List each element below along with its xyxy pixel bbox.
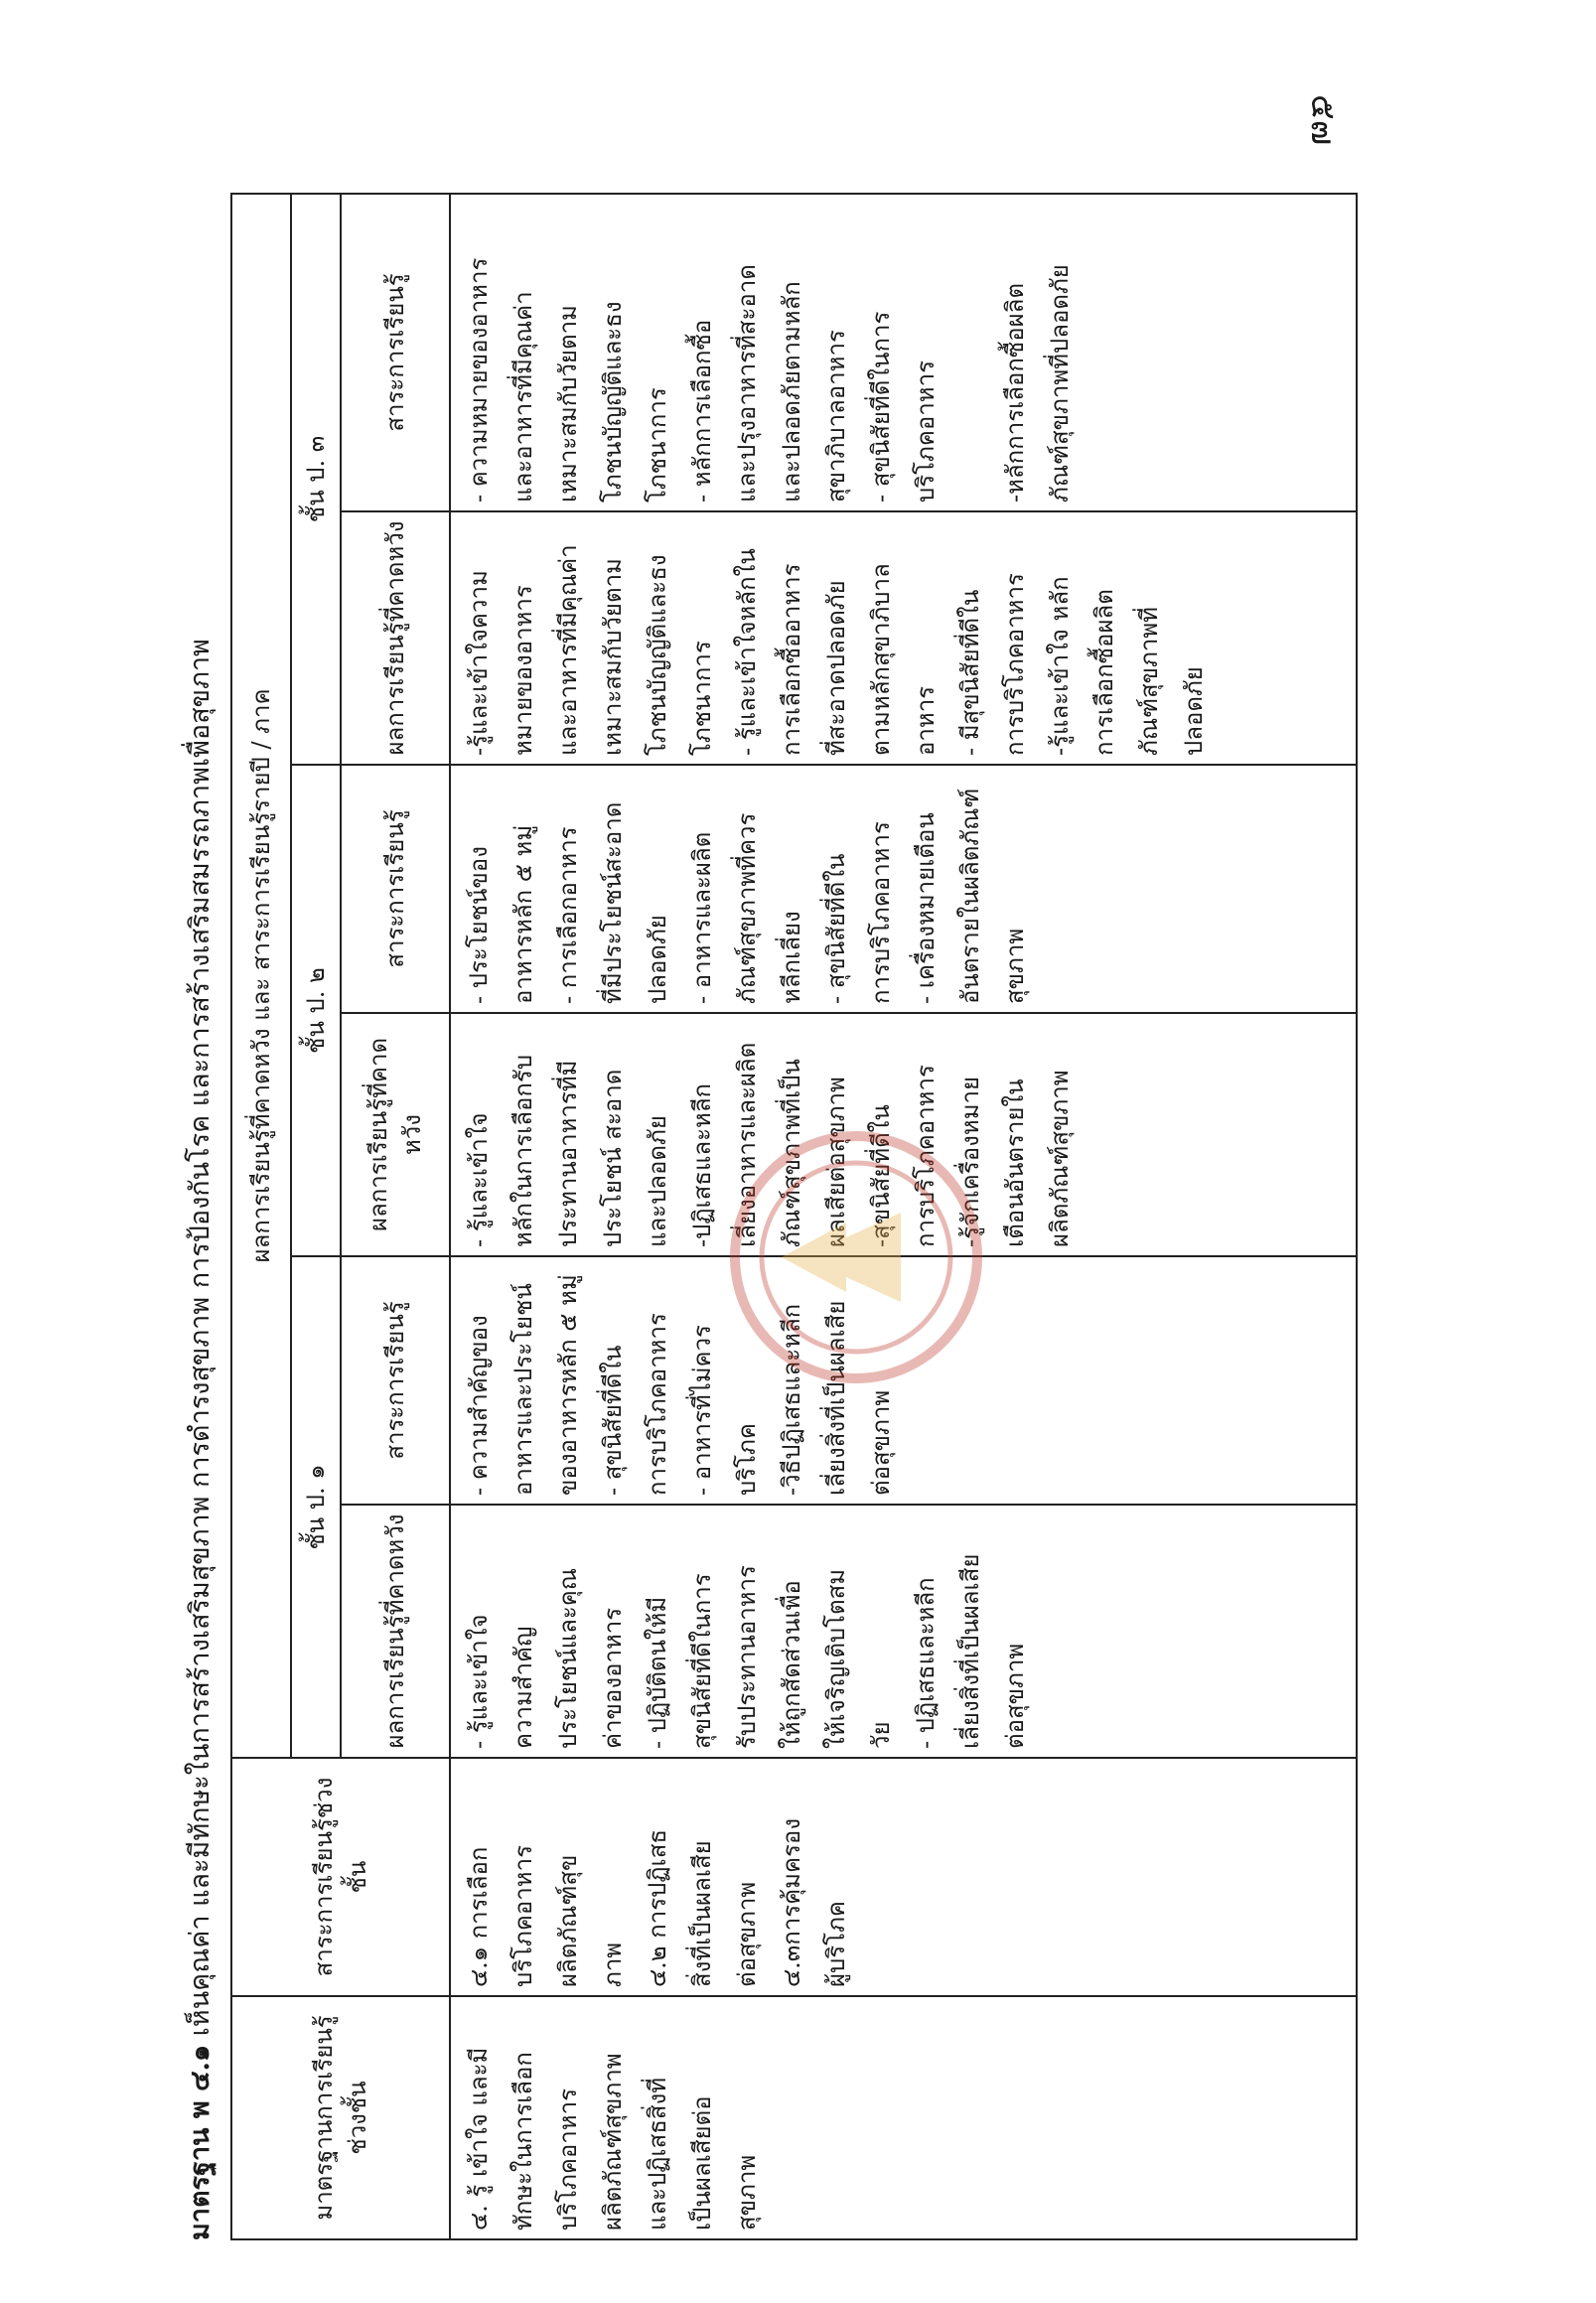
cell-line: ประโยชน์และคุณ (554, 1567, 582, 1749)
cell-line: สุขนิสัยที่ดีในการ (688, 1573, 716, 1749)
cell-line: - ปฏิเสธและหลีก (912, 1577, 940, 1749)
cell-line: - ความสำคัญของ (465, 1315, 493, 1496)
cell-line: บริโภคอาหาร (509, 1845, 537, 1987)
cell-line: -ปฏิเสธและหลีก (688, 1082, 716, 1247)
cell-line: - อาหารและผลิต (688, 831, 716, 1004)
cell-line: -หลักการเลือกซื้อผลิต (1001, 283, 1029, 503)
standard-description: เห็นคุณค่า และมีทักษะในการสร้างเสริมสุขภาพ การดำรงสุขภาพ การป้องกันโรค และการสร้างเสริมสมรรถภาพเพื่อสุขภาพ (185, 639, 216, 2037)
cell-line: โภชนบัญญัติและธง (599, 301, 627, 503)
cell-line: ภัณฑ์สุขภาพที่ควร (733, 812, 761, 1004)
header-g2-expected: ผลการเรียนรู้ที่คาดหวัง (341, 1013, 450, 1256)
cell-line: บริโภค (733, 1423, 761, 1496)
cell-line: เหมาะสมกับวัยตาม (599, 558, 627, 756)
cell-line: ของอาหารหลัก ๕ หมู่ (554, 1274, 582, 1496)
cell-line (948, 203, 993, 503)
cell-g3-content (450, 194, 1357, 511)
cell-line: ผลเสียต่อสุขภาพ (822, 1077, 850, 1247)
cell-line: ปลอดภัย (1180, 666, 1208, 756)
rotated-document (171, 195, 1358, 2240)
cell-line: การบริโภคอาหาร (644, 1313, 671, 1496)
cell-line: - ปฏิบัติตนให้มี (644, 1596, 671, 1749)
cell-line: - สุขนิสัยที่ดีใน (822, 853, 850, 1004)
cell-line: ภัณฑ์สุขภาพที่ (1135, 607, 1163, 756)
cell-line: สุขภาพ (1001, 928, 1029, 1004)
cell-line: อาหารและประโยชน์ (509, 1283, 537, 1496)
cell-line: การเลือกซื้ออาหาร (778, 563, 805, 756)
cell-line: ผู้บริโภค (822, 1901, 850, 1987)
cell-line: ภัณฑ์สุขภาพที่ปลอดภัย (1046, 264, 1074, 503)
header-grade2: ชั้น ป. ๒ (291, 765, 341, 1256)
cell-line: และปฏิเสธสิ่งที่ (644, 2077, 671, 2231)
cell-line: ต่อสุขภาพ (733, 1881, 761, 1987)
cell-line: การบริโภคอาหาร (867, 821, 895, 1004)
cell-line: การเลือกซื้อผลิต (1090, 589, 1118, 756)
cell-line: ความสำคัญ (509, 1626, 537, 1749)
cell-line: ต่อสุขภาพ (1001, 1643, 1029, 1749)
cell-line: ค่าของอาหาร (599, 1607, 627, 1749)
cell-line: หมายของอาหาร (509, 585, 537, 756)
cell-line: หลีกเลี่ยง (778, 911, 805, 1004)
cell-line: บริโภคอาหาร (912, 360, 940, 503)
cell-line: ผลิตภัณฑ์สุข (554, 1854, 582, 1987)
cell-line: และปรุงอาหารที่สะอาด (733, 264, 761, 503)
header-g3-expected: ผลการเรียนรู้ที่คาดหวัง (341, 511, 450, 765)
cell-line: ๔.๑ การเลือก (465, 1846, 493, 1987)
cell-line: - การเลือกอาหาร (554, 826, 582, 1004)
cell-line: ๔.๓การคุ้มครอง (778, 1817, 805, 1987)
cell-line: -รู้และเข้าใจ หลัก (1046, 576, 1074, 756)
header-g1-content: สาระการเรียนรู้ (341, 1256, 450, 1505)
school-seal-watermark (727, 1128, 985, 1386)
cell-line: - หลักการเลือกซื้อ (688, 319, 716, 503)
page-number: ๕๗ (1303, 94, 1343, 146)
cell-line: บริโภคอาหาร (554, 2088, 582, 2231)
cell-line: ที่สะอาดปลอดภัย (822, 580, 850, 756)
cell-line: โภชนาการ (688, 641, 716, 756)
cell-line: ภัณฑ์สุขภาพที่เป็น (778, 1059, 805, 1247)
cell-line: -วิธีปฏิเสธและหลีก (778, 1303, 805, 1496)
cell-line: - เครื่องหมายเตือน (912, 812, 940, 1004)
cell-line: อาหารหลัก ๕ หมู่ (509, 824, 537, 1004)
cell-line: อันตรายในผลิตภัณฑ์ (956, 788, 984, 1004)
cell-line: เป็นผลเสียต่อ (688, 2095, 716, 2231)
cell-line: และปลอดภัยตามหลัก (778, 281, 805, 503)
cell-line: เลี่ยงสิ่งที่เป็นผลเสีย (822, 1300, 850, 1496)
cell-strand-range (450, 1758, 1357, 1996)
standard-code: มาตรฐาน พ ๔.๑ (185, 2044, 216, 2240)
cell-line: ๔.๒ การปฏิเสธ (644, 1829, 671, 1987)
cell-g2-content (450, 765, 1357, 1013)
cell-line: การบริโภคอาหาร (912, 1065, 940, 1247)
cell-line: โภชนาการ (644, 387, 671, 503)
header-grade3: ชั้น ป. ๓ (291, 194, 341, 765)
cell-line: -สุขนิสัยที่ดีใน (867, 1104, 895, 1247)
cell-line: - ประโยชน์ของ (465, 846, 493, 1004)
cell-g1-expected (450, 1505, 1357, 1758)
header-g3-content: สาระการเรียนรู้ (341, 194, 450, 511)
cell-line: ประโยชน์ สะอาด (599, 1069, 627, 1247)
cell-line: รับประทานอาหาร (733, 1565, 761, 1749)
cell-line: ตามหลักสุขาภิบาล (867, 563, 895, 756)
cell-line: สิ่งที่เป็นผลเสีย (688, 1840, 716, 1987)
cell-line: ต่อสุขภาพ (867, 1389, 895, 1496)
header-standard: มาตรฐานการเรียนรู้ช่วงชั้น (231, 1996, 450, 2239)
standard-heading (171, 195, 230, 2240)
cell-g3-expected (450, 511, 1357, 765)
cell-line: - สุขนิสัยที่ดีใน (599, 1345, 627, 1496)
cell-line: - อาหารที่ไม่ควร (688, 1325, 716, 1496)
header-g2-content: สาระการเรียนรู้ (341, 765, 450, 1013)
cell-standard (450, 1996, 1357, 2239)
cell-line: การบริโภคอาหาร (1001, 573, 1029, 756)
cell-line: ปลอดภัย (644, 915, 671, 1004)
cell-line: ภาพ (599, 1942, 627, 1987)
cell-line: และอาหารที่มีคุณค่า (554, 544, 582, 756)
cell-line: โภชนบัญญัติและธง (644, 554, 671, 756)
cell-line: ทักษะในการเลือก (509, 2052, 537, 2231)
cell-line: - รู้และเข้าใจหลักใน (733, 548, 761, 756)
cell-line: ๔. รู้ เข้าใจ และมี (465, 2047, 493, 2231)
cell-line: - รู้และเข้าใจ (465, 1112, 493, 1247)
cell-line: ให้เจริญเติบโตสม (822, 1568, 850, 1749)
cell-line: วัย (867, 1721, 895, 1749)
cell-line: ให้ถูกสัดส่วนเพื่อ (778, 1580, 805, 1749)
cell-line: สุขภาพ (733, 2154, 761, 2231)
cell-line: - มีสุขนิสัยที่ดีใน (956, 589, 984, 756)
header-strand-range: สาระการเรียนรู้ช่วงชั้น (231, 1758, 450, 1996)
cell-line: เตือนอันตรายใน (1001, 1079, 1029, 1247)
header-grade1: ชั้น ป. ๑ (291, 1256, 341, 1758)
cell-line: ผลิตภัณฑ์สุขภาพ (1046, 1070, 1074, 1247)
cell-line: และอาหารที่มีคุณค่า (509, 291, 537, 503)
seal-emblem (782, 1213, 901, 1302)
cell-line: สุขาภิบาลอาหาร (822, 330, 850, 503)
cell-line: หลักในการเลือกรับ (509, 1054, 537, 1247)
header-g1-expected: ผลการเรียนรู้ที่คาดหวัง (341, 1505, 450, 1758)
cell-line: - สุขนิสัยที่ดีในการ (867, 311, 895, 503)
cell-line: ประทานอาหารที่มี (554, 1060, 582, 1247)
cell-line: เลี่ยงสิ่งที่เป็นผลเสีย (956, 1553, 984, 1749)
cell-line: - รู้และเข้าใจ (465, 1614, 493, 1749)
cell-line: -รู้และเข้าใจความ (465, 570, 493, 756)
cell-line: ผลิตภัณฑ์สุขภาพ (599, 2053, 627, 2231)
cell-line: ที่มีประโยชน์สะอาด (599, 801, 627, 1004)
cell-line: และปลอดภัย (644, 1115, 671, 1247)
cell-line: - ความหมายของอาหาร (465, 257, 493, 503)
cell-line: เลี่ยงอาหารและผลิต (733, 1042, 761, 1247)
cell-line: อาหาร (912, 685, 940, 756)
cell-line: เหมาะสมกับวัยตาม (554, 305, 582, 503)
header-group: ผลการเรียนรู้ที่คาดหวัง และ สาระการเรียนรู้รายปี / ภาค (231, 194, 291, 1758)
cell-line: -รู้จักเครื่องหมาย (956, 1076, 984, 1247)
